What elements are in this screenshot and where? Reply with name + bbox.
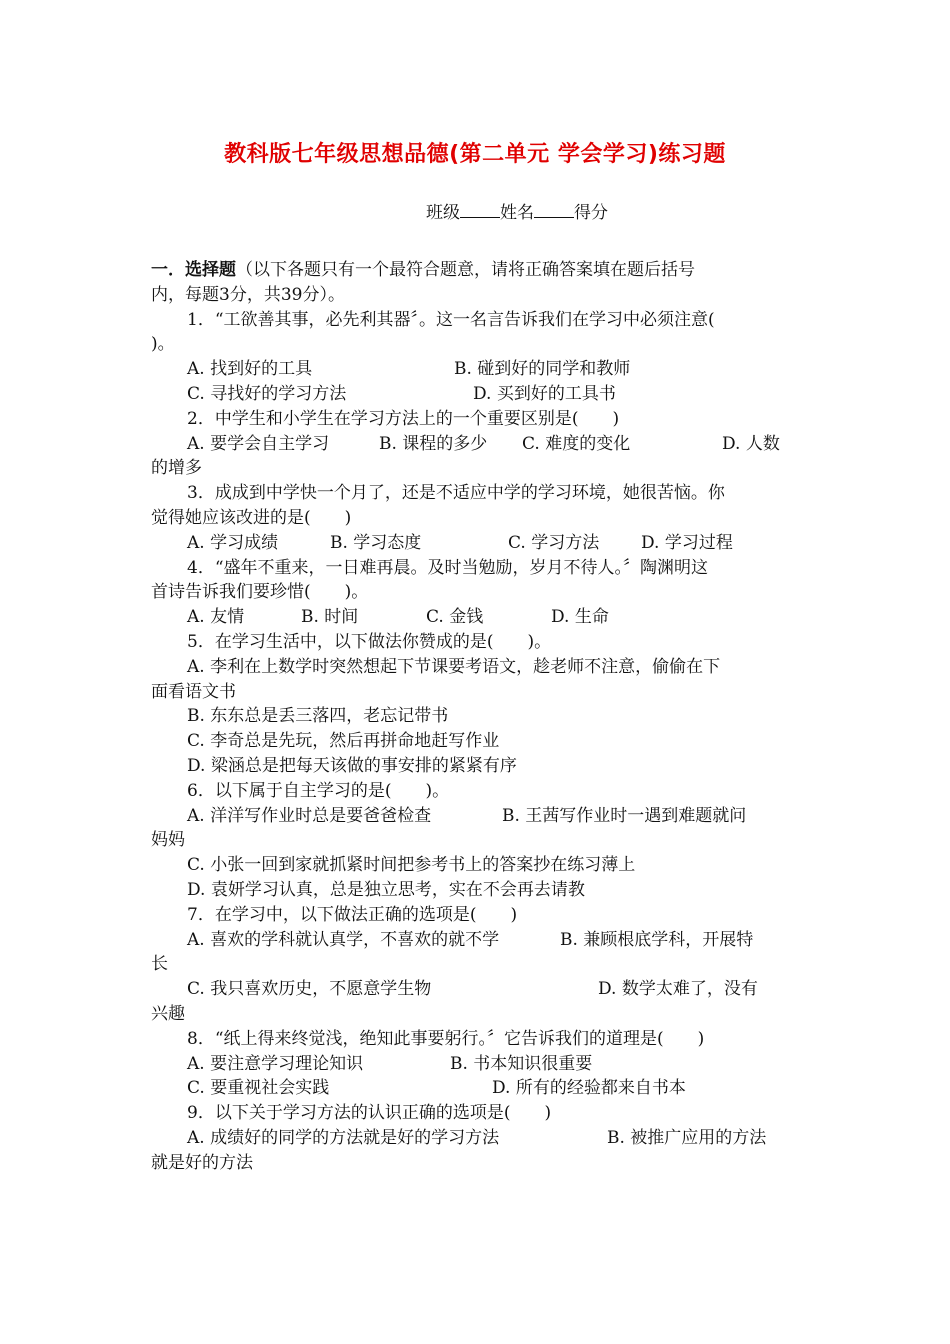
option-b: B. 学习态度 bbox=[330, 532, 422, 553]
class-blank bbox=[460, 203, 500, 218]
option-d: D. 袁妍学习认真，总是独立思考，实在不会再去请教 bbox=[187, 879, 585, 900]
option-d: D. 数学太难了，没有 bbox=[598, 979, 758, 1000]
class-label: 班级 bbox=[426, 203, 460, 223]
option-a: A. 成绩好的同学的方法就是好的学习方法 bbox=[187, 1127, 500, 1148]
option-row bbox=[151, 1126, 795, 1151]
option-c: C. 要重视社会实践 bbox=[187, 1078, 330, 1099]
option-c: C. 金钱 bbox=[426, 607, 484, 628]
option-b: B. 课程的多少 bbox=[379, 433, 488, 454]
question-stem: 6．以下属于自主学习的是( )。 bbox=[187, 780, 450, 801]
option-row bbox=[151, 1076, 795, 1101]
option-c: C. 李奇总是先玩，然后再拼命地赶写作业 bbox=[187, 731, 500, 752]
score-label: 得分 bbox=[574, 203, 608, 223]
option-a: A. 喜欢的学科就认真学，不喜欢的就不学 bbox=[187, 929, 500, 950]
option-a-cont: 面看语文书 bbox=[151, 681, 236, 702]
option-row bbox=[151, 357, 795, 382]
option-b: B. 被推广应用的方法 bbox=[607, 1127, 767, 1148]
option-a: A. 学习成绩 bbox=[187, 532, 279, 553]
option-b: B. 东东总是丢三落四，老忘记带书 bbox=[187, 706, 449, 727]
option-b: B. 时间 bbox=[301, 607, 359, 628]
option-b: B. 兼顾根底学科，开展特 bbox=[560, 929, 754, 950]
option-a: A. 找到好的工具 bbox=[187, 359, 313, 380]
option-b: B. 碰到好的同学和教师 bbox=[454, 359, 631, 380]
option-b: B. 书本知识很重要 bbox=[450, 1053, 593, 1074]
option-row bbox=[151, 977, 795, 1002]
option-d: D. 梁涵总是把每天该做的事安排的紧紧有序 bbox=[187, 755, 517, 776]
section-intro: （以下各题只有一个最符合题意，请将正确答案填在题后括号 bbox=[236, 260, 695, 280]
exercise-content bbox=[151, 258, 795, 1175]
section-heading: 一．选择题 bbox=[151, 260, 236, 280]
question-stem-cont: 首诗告诉我们要珍惜( )。 bbox=[151, 582, 369, 603]
option-a: A. 李利在上数学时突然想起下节课要考语文，趁老师不注意，偷偷在下 bbox=[187, 656, 721, 677]
option-a: A. 要注意学习理论知识 bbox=[187, 1053, 364, 1074]
option-d-cont: 兴趣 bbox=[151, 1003, 185, 1024]
student-info-line bbox=[426, 198, 608, 223]
question-stem: 3．成成到中学快一个月了，还是不适应中学的学习环境，她很苦恼。你 bbox=[187, 483, 725, 504]
option-b-cont: 妈妈 bbox=[151, 830, 185, 851]
question-stem: 9．以下关于学习方法的认识正确的选项是( ) bbox=[187, 1103, 552, 1124]
question-stem: 8．“纸上得来终觉浅，绝知此事要躬行。〞它告诉我们的道理是( ) bbox=[187, 1028, 705, 1049]
option-c: C. 我只喜欢历史，不愿意学生物 bbox=[187, 979, 432, 1000]
option-d: D. 买到好的工具书 bbox=[473, 383, 616, 404]
option-d: D. 学习过程 bbox=[641, 532, 733, 553]
option-row bbox=[151, 382, 795, 407]
option-row bbox=[151, 804, 795, 829]
option-a: A. 洋洋写作业时总是要爸爸检查 bbox=[187, 805, 432, 826]
option-c: C. 寻找好的学习方法 bbox=[187, 383, 347, 404]
page-title: 教科版七年级思想品德(第二单元 学会学习)练习题 bbox=[224, 142, 726, 167]
option-a: A. 友情 bbox=[187, 607, 245, 628]
option-row bbox=[151, 928, 795, 953]
option-row bbox=[151, 432, 795, 457]
section-heading-line bbox=[151, 258, 795, 283]
option-a: A. 要学会自主学习 bbox=[187, 433, 330, 454]
option-row bbox=[151, 605, 795, 630]
option-c: C. 小张一回到家就抓紧时间把参考书上的答案抄在练习薄上 bbox=[187, 855, 636, 876]
question-stem: 1．“工欲善其事，必先利其器〞。这一名言告诉我们在学习中必须注意( bbox=[187, 309, 715, 330]
question-stem: 5．在学习生活中，以下做法你赞成的是( )。 bbox=[187, 631, 552, 652]
question-stem-cont: )。 bbox=[151, 334, 175, 355]
option-row bbox=[151, 1052, 795, 1077]
option-d: D. 生命 bbox=[551, 607, 609, 628]
option-c: C. 学习方法 bbox=[508, 532, 600, 553]
name-blank bbox=[534, 203, 574, 218]
option-b-cont: 就是好的方法 bbox=[151, 1152, 253, 1173]
option-d-cont: 的增多 bbox=[151, 458, 202, 479]
name-label: 姓名 bbox=[500, 203, 534, 223]
option-row bbox=[151, 531, 795, 556]
question-stem-cont: 觉得她应该改进的是( ) bbox=[151, 507, 352, 528]
question-stem: 7．在学习中，以下做法正确的选项是( ) bbox=[187, 904, 518, 925]
option-d: D. 人数 bbox=[722, 433, 780, 454]
option-b-cont: 长 bbox=[151, 954, 168, 975]
option-c: C. 难度的变化 bbox=[522, 433, 631, 454]
section-intro-cont: 内，每题3分，共39分）。 bbox=[151, 284, 345, 305]
option-d: D. 所有的经验都来自书本 bbox=[492, 1078, 686, 1099]
option-b: B. 王茜写作业时一遇到难题就问 bbox=[502, 805, 747, 826]
question-stem: 4．“盛年不重来，一日难再晨。及时当勉励，岁月不待人。〞陶渊明这 bbox=[187, 557, 709, 578]
question-stem: 2．中学生和小学生在学习方法上的一个重要区别是( ) bbox=[187, 408, 620, 429]
